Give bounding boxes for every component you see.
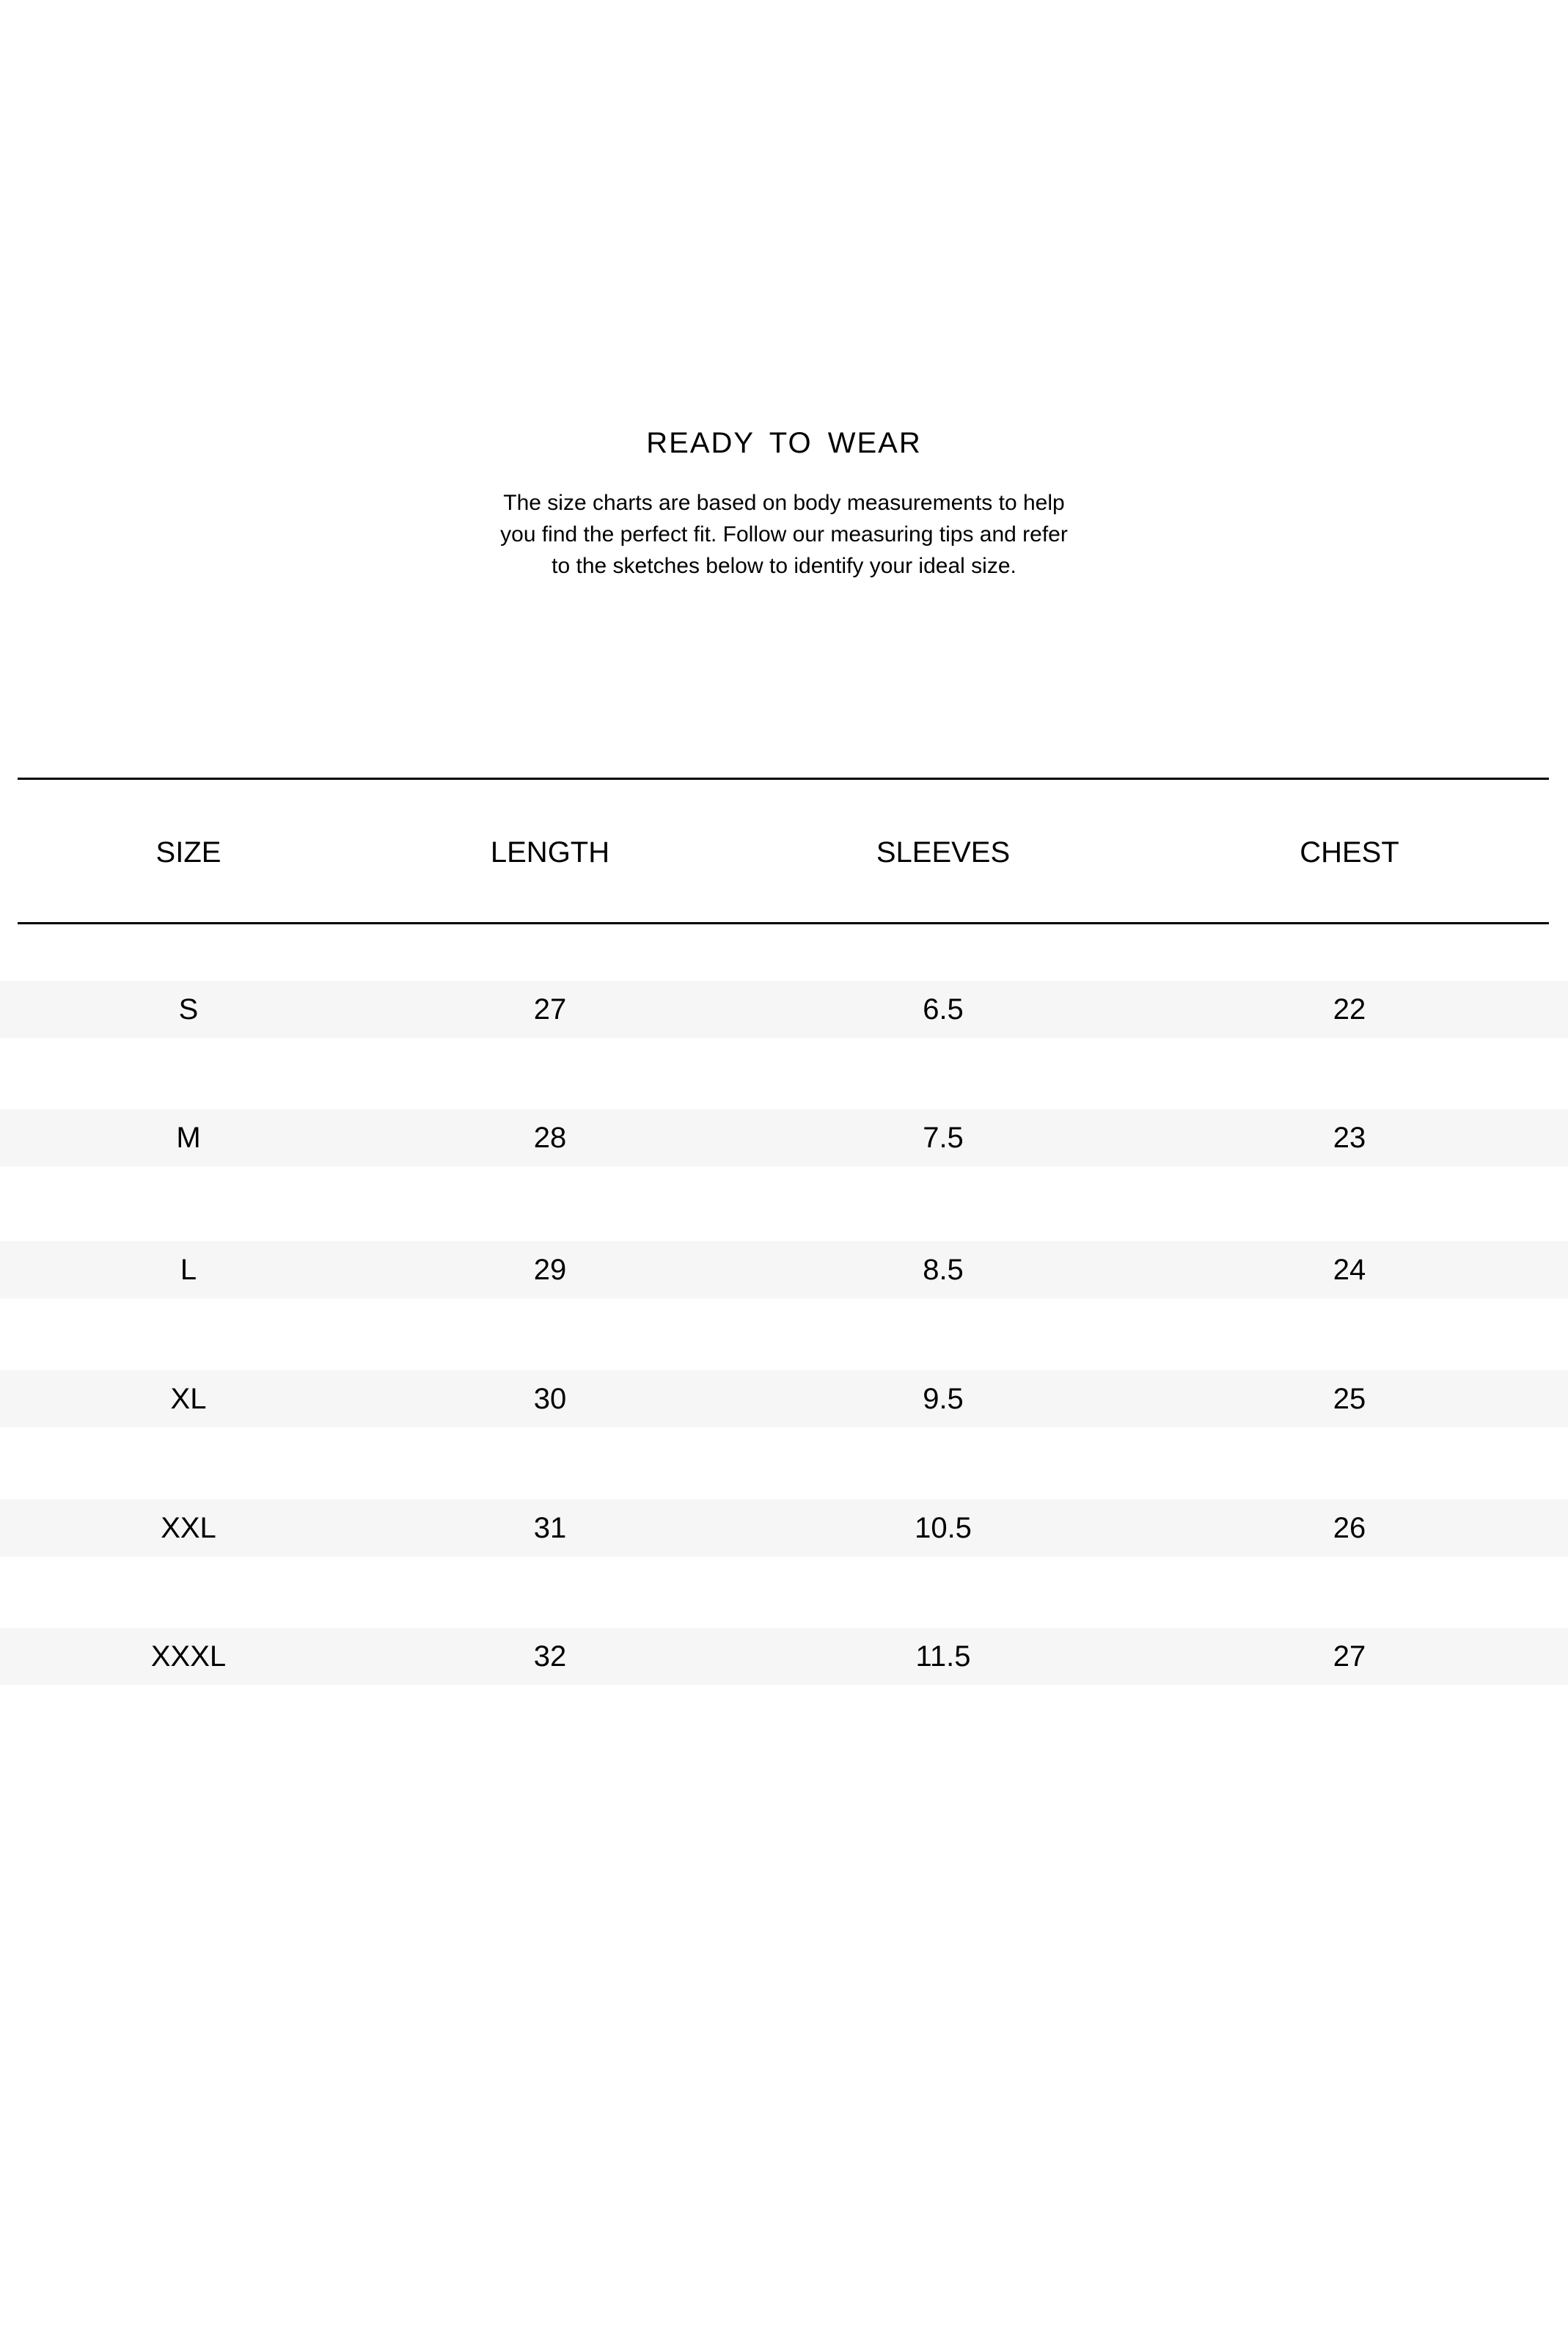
table-row bbox=[0, 1370, 1568, 1428]
page-title: READY TO WEAR bbox=[646, 427, 922, 459]
cell-size: S bbox=[178, 993, 199, 1026]
cell-chest: 22 bbox=[1333, 993, 1366, 1026]
cell-length: 31 bbox=[533, 1512, 567, 1544]
cell-chest: 24 bbox=[1333, 1254, 1366, 1286]
table-header-row bbox=[0, 830, 1568, 874]
cell-sleeves: 11.5 bbox=[915, 1640, 971, 1673]
cell-size: XXXL bbox=[150, 1640, 227, 1673]
cell-size: M bbox=[176, 1122, 201, 1154]
cell-sleeves: 9.5 bbox=[923, 1383, 964, 1415]
cell-sleeves: 7.5 bbox=[923, 1122, 964, 1154]
cell-length: 32 bbox=[533, 1640, 567, 1673]
cell-chest: 27 bbox=[1333, 1640, 1366, 1673]
cell-length: 27 bbox=[533, 993, 567, 1026]
cell-length: 29 bbox=[533, 1254, 567, 1286]
cell-size: L bbox=[180, 1254, 197, 1286]
table-row bbox=[0, 1109, 1568, 1166]
intro-text: The size charts are based on body measurements to help you find the perfect fit. Follow our measuring tips and refer to the sketches below to identify your ideal size. bbox=[500, 491, 1068, 578]
cell-length: 28 bbox=[533, 1122, 567, 1154]
cell-length: 30 bbox=[533, 1383, 567, 1415]
table-row bbox=[0, 1628, 1568, 1685]
header-size: SIZE bbox=[155, 836, 221, 869]
cell-chest: 23 bbox=[1333, 1122, 1366, 1154]
table-bottom-rule bbox=[18, 922, 1549, 924]
header-sleeves: SLEEVES bbox=[876, 836, 1011, 869]
cell-size: XXL bbox=[161, 1512, 216, 1544]
table-row bbox=[0, 981, 1568, 1038]
header-length: LENGTH bbox=[490, 836, 610, 869]
table-row bbox=[0, 1241, 1568, 1298]
cell-size: XL bbox=[170, 1383, 207, 1415]
table-row bbox=[0, 1499, 1568, 1557]
cell-sleeves: 10.5 bbox=[915, 1512, 972, 1544]
header-chest: CHEST bbox=[1300, 836, 1399, 869]
cell-chest: 25 bbox=[1333, 1383, 1366, 1415]
cell-sleeves: 8.5 bbox=[923, 1254, 964, 1286]
cell-sleeves: 6.5 bbox=[923, 993, 964, 1026]
cell-chest: 26 bbox=[1333, 1512, 1366, 1544]
table-top-rule bbox=[18, 778, 1549, 780]
